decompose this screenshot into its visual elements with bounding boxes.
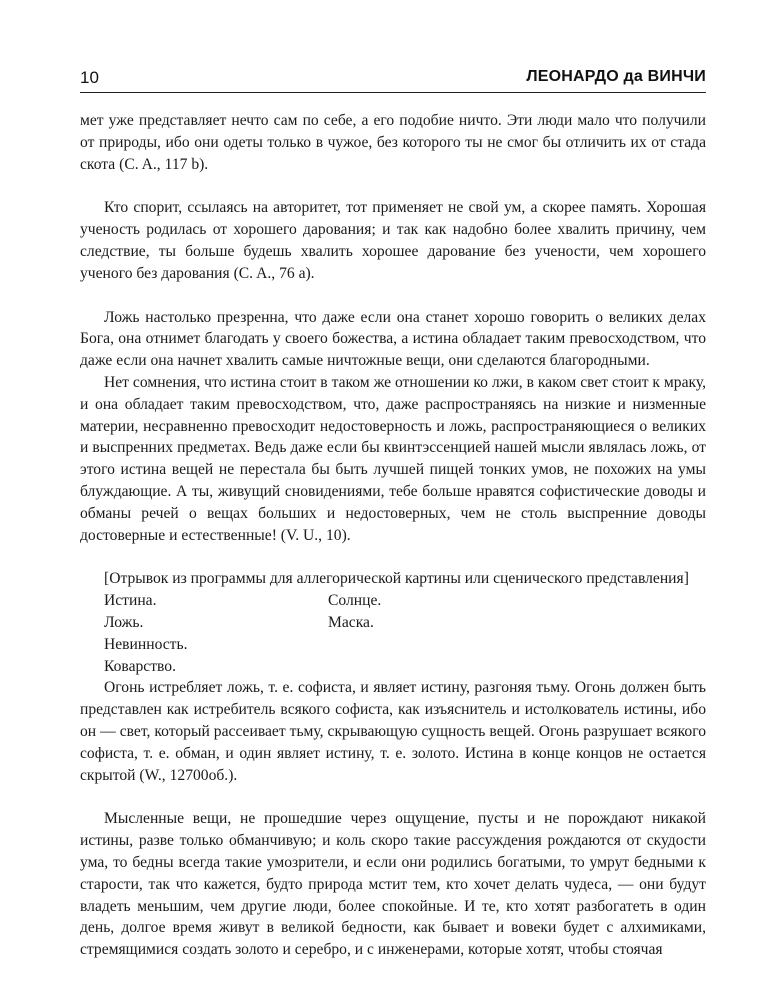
running-head: ЛЕОНАРДО да ВИНЧИ — [526, 68, 706, 85]
page-number: 10 — [80, 68, 99, 87]
cast-row-2 — [80, 612, 706, 634]
bracket-note: [Отрывок из программы для аллегорической картины или сценического представления] — [104, 570, 689, 588]
paragraph-4: Нет сомнения, что истина стоит в таком же отношении ко лжи, в каком свет стоит к мраку, и она обладает таким превосходством, что, даже распространяясь на низкие и низменные материи, несравненно превосходит недостоверность и ложь, распространяющиеся о великих и выспренних предметах. Ведь даже если бы квинтэссенцией нашей мысли являлась ложь, от этого истина вещей не перестала бы быть лучшей пищей тонких умов, не похожих на умы блуждающие. А ты, живущий сновидениями, тебе больше нравятся софистические доводы и обманы речей о вещах больших и недостоверных, чем не столь выспренние доводы достоверные и естественные! (V. U., 10). — [80, 373, 706, 544]
paragraph-6: Мысленные вещи, не прошедшие через ощущение, пусты и не порождают никакой истины, разве только обманчивую; и коль скоро такие рассуждения рождаются от скудости ума, то бедны всегда такие умозрители, и если они родились богатыми, то умрут бедными к старости, так что кажется, будто природа мстит тем, кто хочет делать чудеса, — они будут владеть меньшим, чем другие люди, более спокойные. И те, кто хотят разбогатеть в один день, долгое время живут в великой бедности, как бывает и вовеки будет с алхимиками, стремящимися создать золото и серебро, и с инженерами, которые хотят, чтобы стоячая — [80, 810, 706, 959]
cast-innocence: Невинность. — [104, 635, 188, 653]
paragraph-3: Ложь настолько презренна, что даже если она станет хорошо говорить о великих делах Бога, она отнимет благодать у своего божества, а истина обладает таким превосходством, что даже если она начнет хвалить самые ничтожные вещи, они сделаются благородными. — [80, 308, 706, 370]
page-header — [80, 62, 706, 93]
paragraph-5: Огонь истребляет ложь, т. е. софиста, и являет истину, разгоняя тьму. Огонь должен быть представлен как истребитель всякого софиста, как изъяснитель и истолкователь истины, ибо он — свет, который рассеивает тьму, скрывающую сущность вещей. Огонь разрушает всякого софиста, т. е. обман, и один являет истину, т. е. золото. Истина в конце концов не остается скрытой (W., 12700об.). — [80, 679, 706, 784]
paragraph-2: Кто спорит, ссылаясь на авторитет, тот применяет не свой ум, а скорее память. Хорошая ученость родилась от хорошего дарования; и так как надобно более хвалить причину, чем следствие, ты больше будешь хвалить хорошее дарование без учености, чем хорошего ученого без дарования (C. A., 76 a). — [80, 199, 706, 282]
paragraph-1: мет уже представляет нечто сам по себе, а его подобие ничто. Эти люди мало что получили от природы, ибо они одеты только в чужое, без которого ты не смог бы отличить их от стада скота (C. A., 117 b). — [80, 112, 706, 173]
cast-truth: Истина. — [104, 592, 157, 610]
cast-row-1 — [80, 590, 706, 612]
page-body — [80, 110, 706, 961]
cast-lie: Ложь. — [104, 613, 144, 631]
cast-mask: Маска. — [328, 613, 374, 631]
cast-perfidy: Коварство. — [104, 657, 176, 675]
cast-sun: Солнце. — [328, 592, 382, 610]
